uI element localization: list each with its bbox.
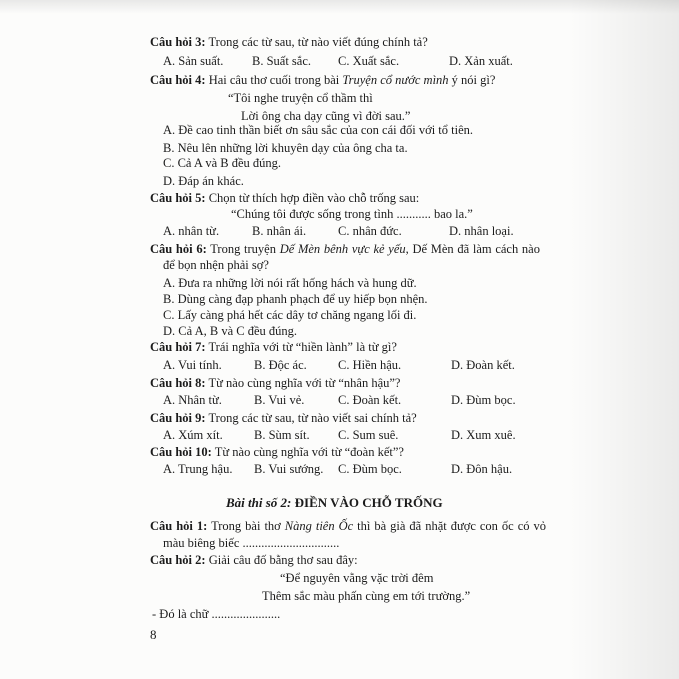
question-7 — [150, 339, 397, 355]
option-b: B. Dùng càng đạp phanh phạch để uy hiếp bọn nhện. — [163, 292, 428, 306]
question-5 — [150, 190, 419, 206]
question-8 — [150, 375, 400, 391]
question-10 — [150, 444, 404, 460]
option-c: C. Cả A và B đều đúng. — [163, 156, 282, 170]
question-label: Câu hỏi 7: — [150, 340, 206, 354]
fill-question-2 — [150, 552, 358, 568]
question-label: Câu hỏi 6: — [150, 242, 207, 256]
work-title: Dế Mèn bênh vực kẻ yếu — [279, 242, 406, 256]
question-text: Trong các từ sau, từ nào viết sai chính tả? — [208, 411, 417, 425]
quote-line: Thêm sắc màu phấn cùng em tới trường.” — [262, 589, 471, 603]
option-b: B. Suất sắc. — [252, 54, 312, 68]
question-9-options — [163, 427, 546, 443]
question-9 — [150, 410, 417, 426]
quote-line: “Chúng tôi được sống trong tình ........... bao la.” — [231, 207, 473, 221]
question-6 — [150, 241, 540, 257]
option-b: B. nhân ái. — [252, 224, 307, 238]
fill-question-1 — [150, 518, 546, 534]
section-title-prefix: Bài thi số 2: — [226, 495, 292, 510]
question-3-options — [163, 53, 546, 69]
section-title-main: ĐIỀN VÀO CHỖ TRỐNG — [294, 495, 443, 510]
question-text: Trái nghĩa với từ “hiền lành” là từ gì? — [208, 340, 397, 354]
question-text-end: , Dế Mèn đã làm cách nào — [405, 242, 540, 256]
question-label: Câu hỏi 5: — [150, 191, 206, 205]
option-c: C. Đùm bọc. — [338, 462, 402, 476]
option-a: A. Nhân từ. — [163, 393, 222, 407]
option-c: C. Đoàn kết. — [338, 393, 402, 407]
section-title — [226, 494, 443, 512]
option-a: A. Sản suất. — [163, 54, 224, 68]
option-d: D. Xum xuê. — [451, 428, 516, 442]
question-label: Câu hỏi 1: — [150, 519, 208, 533]
question-continuation: để bọn nhện phải sợ? — [163, 258, 269, 272]
option-c: C. nhân đức. — [338, 224, 402, 238]
question-4 — [150, 72, 495, 88]
option-d: D. nhân loại. — [449, 224, 514, 238]
quote-line: Lời ông cha dạy cũng vì đời sau.” — [241, 109, 411, 123]
option-c: C. Sum suê. — [338, 428, 399, 442]
question-label: Câu hỏi 9: — [150, 411, 206, 425]
question-continuation: màu biêng biếc ............................... — [163, 536, 340, 550]
option-a: A. Xúm xít. — [163, 428, 223, 442]
question-text: Từ nào cùng nghĩa với từ “nhân hậu”? — [208, 376, 401, 390]
option-d: D. Đáp án khác. — [163, 174, 244, 188]
question-text: Chọn từ thích hợp điền vào chỗ trống sau: — [208, 191, 420, 205]
question-label: Câu hỏi 10: — [150, 445, 212, 459]
question-text: Giải câu đố bằng thơ sau đây: — [208, 553, 358, 567]
option-b: B. Vui sướng. — [254, 462, 324, 476]
option-d: D. Đoàn kết. — [451, 358, 515, 372]
question-label: Câu hỏi 8: — [150, 376, 206, 390]
question-text: Trong các từ sau, từ nào viết đúng chính tả? — [208, 35, 428, 49]
answer-blank: - Đó là chữ ...................... — [152, 607, 281, 621]
question-5-options — [163, 223, 546, 239]
option-d: D. Cả A, B và C đều đúng. — [163, 324, 298, 338]
option-b: B. Sùm sít. — [254, 428, 310, 442]
option-c: C. Lấy càng phá hết các dây tơ chăng ngang lối đi. — [163, 308, 417, 322]
question-text: Từ nào cùng nghĩa với từ “đoàn kết”? — [214, 445, 404, 459]
option-b: B. Nêu lên những lời khuyên dạy của ông cha ta. — [163, 141, 408, 155]
option-d: D. Đôn hậu. — [451, 462, 513, 476]
question-8-options — [163, 392, 546, 408]
option-d: D. Xản xuất. — [449, 54, 513, 68]
question-text: Trong truyện — [210, 242, 276, 256]
work-title: Nàng tiên Ốc — [284, 519, 354, 533]
quote-line: “Tôi nghe truyện cổ thầm thì — [228, 91, 373, 105]
question-10-options — [163, 461, 546, 477]
question-text-end: thì bà già đã nhặt được con ốc có vỏ — [357, 519, 546, 533]
option-b: B. Độc ác. — [254, 358, 307, 372]
option-a: A. Vui tính. — [163, 358, 222, 372]
option-a: A. nhân từ. — [163, 224, 220, 238]
question-text: Trong bài thơ — [211, 519, 281, 533]
option-a: A. Đề cao tinh thần biết ơn sâu sắc của con cái đối với tổ tiên. — [163, 123, 474, 137]
question-7-options — [163, 357, 546, 373]
work-title: Truyện cổ nước mình — [342, 73, 449, 87]
option-a: A. Đưa ra những lời nói rất hống hách và hung dữ. — [163, 276, 417, 290]
question-label: Câu hỏi 4: — [150, 73, 206, 87]
question-text: Hai câu thơ cuối trong bài — [208, 73, 340, 87]
option-c: C. Hiền hậu. — [338, 358, 402, 372]
quote-line: “Để nguyên vằng vặc trời đêm — [280, 571, 434, 585]
question-3 — [150, 34, 428, 50]
question-label: Câu hỏi 3: — [150, 35, 206, 49]
question-label: Câu hỏi 2: — [150, 553, 206, 567]
scan-shadow-right — [569, 0, 679, 679]
page-number: 8 — [150, 627, 157, 642]
option-a: A. Trung hậu. — [163, 462, 233, 476]
question-text-end: ý nói gì? — [451, 73, 496, 87]
option-c: C. Xuất sắc. — [338, 54, 400, 68]
option-d: D. Đùm bọc. — [451, 393, 516, 407]
option-b: B. Vui vẻ. — [254, 393, 305, 407]
